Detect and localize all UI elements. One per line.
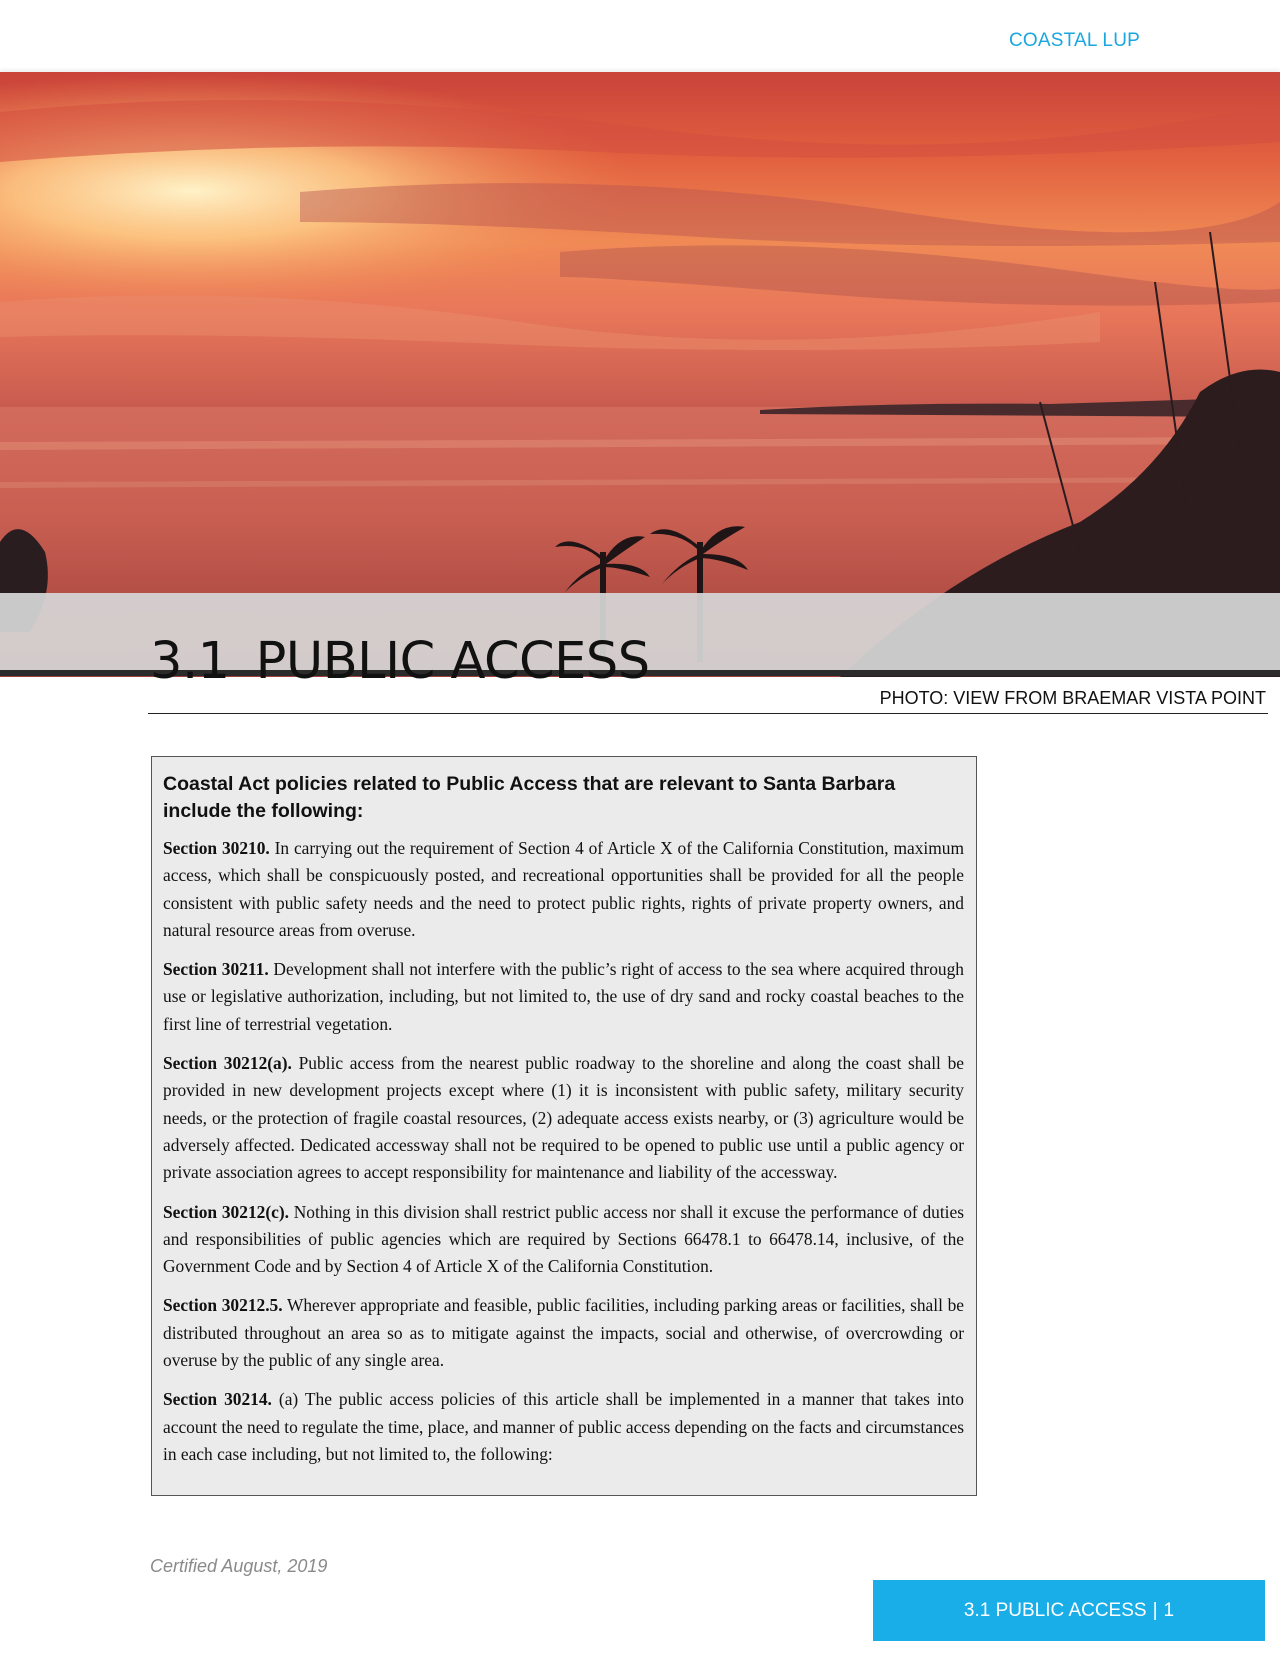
section-label: Section 30212.5. [163,1295,283,1316]
policy-section [163,1386,964,1468]
section-label: Section 30212(c). [163,1201,289,1222]
policy-box-heading: Coastal Act policies related to Public Access that are relevant to Santa Barbara include the following: [163,773,896,822]
photo-caption: PHOTO: VIEW FROM BRAEMAR VISTA POINT [879,688,1266,708]
section-text: (a) The public access policies of this article shall be implemented in a manner that takes into account the need to regulate the time, place, and manner of public access depending on the facts and circumstances in each case including, but not limited to, the following: [163,1389,964,1464]
section-label: Section 30210. [163,838,270,858]
policy-box [151,756,977,1496]
section-label: Section 30211. [163,959,269,980]
caption-divider [148,713,1268,714]
section-text: Nothing in this division shall restrict public access nor shall it excuse the performance of duties and responsibilities of public agencies which are required by Sections 66478.1 to 66478.14, inclusive, of the Government Code and by Section 4 of Article X of the California Constitution. [163,1201,964,1277]
section-text: Public access from the nearest public roadway to the shoreline and along the coast shall be provided in new development projects except where (1) it is inconsistent with public safety, military security needs, or the protection of fragile coastal resources, (2) adequate access exists nearby, or (3) agriculture would be adversely affected. Dedicated accessway shall not be required to be opened to public use until a public agency or private association agrees to accept responsibility for maintenance and liability of the accessway. [163,1053,964,1183]
section-label: Section 30212(a). [163,1053,292,1074]
section-label: Section 30214. [163,1389,272,1410]
policy-section [163,1050,964,1186]
section-title-text: PUBLIC ACCESS [255,632,650,692]
page-title [150,632,650,691]
page-number: 1 [1163,1599,1175,1621]
section-text: In carrying out the requirement of Section 4 of Article X of the California Constitution, maximum access, which shall be conspicuously posted, and recreational opportunities shall be provided for all the people consistent with public safety needs and the need to protect public rights, rights of private property owners, and natural resource areas from overuse. [163,838,964,940]
certified-date: Certified August, 2019 [150,1556,328,1576]
section-text: Development shall not interfere with the public’s right of access to the sea where acquired through use or legislative authorization, including, but not limited to, the use of dry sand and rocky coastal beaches to the first line of terrestrial vegetation. [163,959,964,1034]
hero-photo [0,72,1280,677]
running-header: COASTAL LUP [1008,30,1140,51]
footer-separator: | [1152,1599,1158,1621]
footer-section-name: 3.1 PUBLIC ACCESS [963,1599,1147,1621]
section-number: 3.1 [150,632,230,692]
footer-page-tab [873,1580,1265,1641]
sunset-coast-photo-icon [0,72,1280,677]
policy-section [163,1199,964,1281]
policy-section [163,835,964,944]
policy-section [163,1292,964,1374]
section-text: Wherever appropriate and feasible, public facilities, including parking areas or facilities, shall be distributed throughout an area so as to mitigate against the impacts, social and otherwise, of overcrowding or overuse by the public of any single area. [163,1295,964,1371]
policy-section [163,956,964,1038]
